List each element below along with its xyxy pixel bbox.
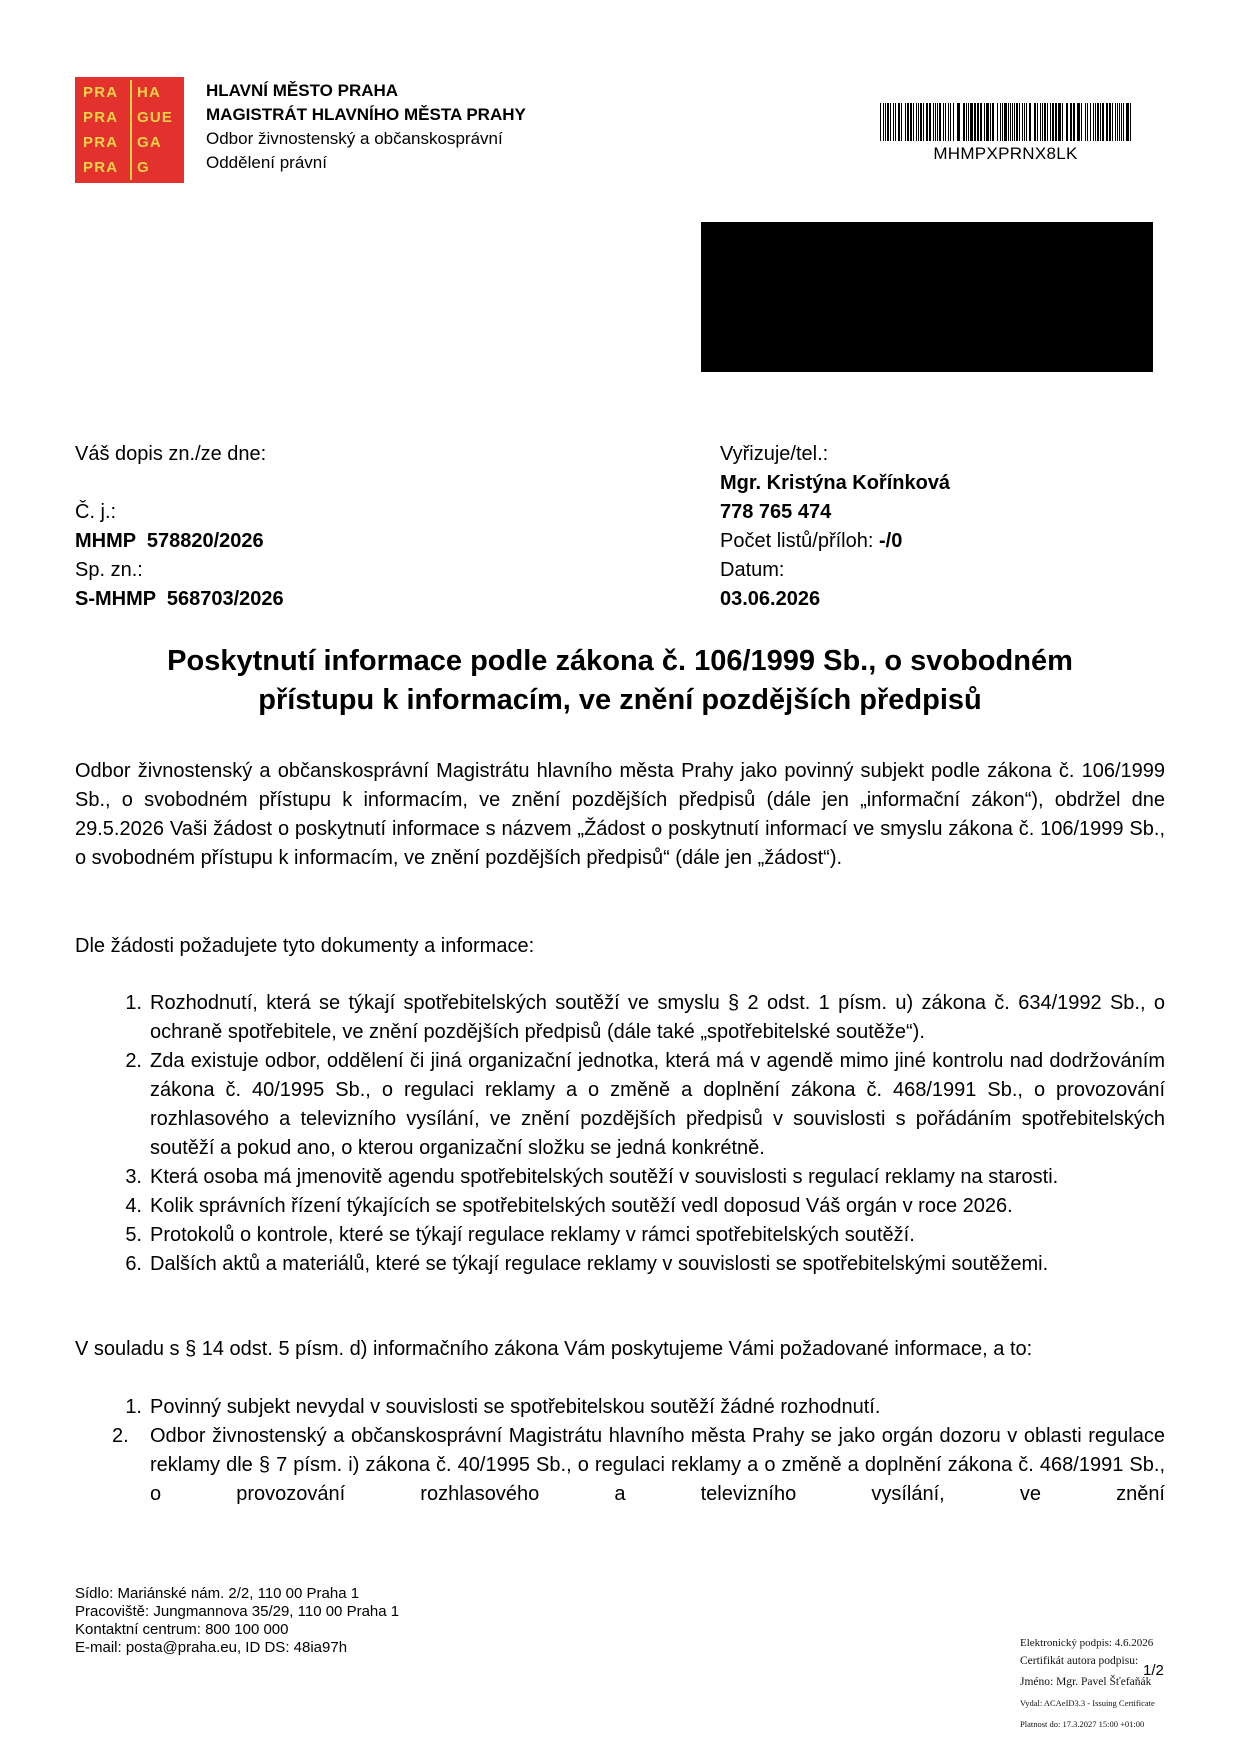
barcode-bar [1052,103,1054,141]
header-city: HLAVNÍ MĚSTO PRAHA [206,81,399,100]
barcode-bar [1117,103,1118,141]
barcode-bar [937,103,938,141]
barcode-bar [1090,103,1091,141]
date-label: Datum: [720,559,785,581]
list-text: Dalších aktů a materiálů, které se týkají regulace reklamy v souvislosti se spotřebitelskými soutěžemi. [150,1253,1049,1275]
barcode-bar [1022,103,1023,141]
list-number: 2. [125,1050,142,1072]
barcode-bar [905,103,906,141]
list-item [75,1221,1165,1250]
list-text: Která osoba má jmenovitě agendu spotřebitelských soutěží v souvislosti s regulací reklamy na starosti. [150,1166,1059,1188]
list-number: 4. [125,1195,142,1217]
file-number-label: Sp. zn.: [75,559,143,581]
barcode-bar [933,103,934,141]
barcode-bar [1040,103,1041,141]
barcode-bar [929,103,931,141]
logo-text: GA [137,134,162,151]
list-text: Protokolů o kontrole, které se týkají regulace reklamy v rámci spotřebitelských soutěží. [150,1224,915,1246]
signature-name: Jméno: Mgr. Pavel Šťefaňák [1020,1676,1152,1688]
title-line-2: přístupu k informacím, ve znění pozdějších předpisů [258,684,982,716]
barcode-bar [1126,103,1129,141]
barcode-bar [920,103,922,141]
signature-validity: Platnost do: 17.3.2027 15:00 +01:00 [1020,1719,1145,1729]
barcode-bar [990,103,991,141]
barcode-bar [945,103,946,141]
barcode-bar [1087,103,1088,141]
logo-text: HA [137,84,162,101]
barcode-bar [887,103,889,141]
logo-text: PRA [83,159,119,176]
footer-workplace: Pracoviště: Jungmannova 35/29, 110 00 Praha 1 [75,1603,400,1620]
redacted-address-block [701,222,1153,372]
signature-certificate-label: Certifikát autora podpisu: [1020,1655,1139,1667]
barcode [880,103,1131,141]
barcode-bar [1050,103,1051,141]
intro-paragraph [75,757,1165,873]
barcode-bar [984,103,985,141]
answers-intro: V souladu s § 14 odst. 5 písm. d) informačního zákona Vám poskytujeme Vámi požadované informace, a to: [75,1338,1033,1360]
barcode-bar [893,103,894,141]
barcode-bar [1102,103,1104,141]
barcode-bar [1097,103,1099,141]
barcode-bar [1085,103,1086,141]
barcode-bar [992,103,994,141]
footer-contact-center: Kontaktní centrum: 800 100 000 [75,1621,289,1638]
barcode-bar [883,103,884,141]
list-item [75,1250,1165,1279]
barcode-bar [970,103,973,141]
barcode-bar [977,103,979,141]
barcode-bar [966,103,967,141]
barcode-bar [935,103,936,141]
barcode-bar [1095,103,1096,141]
barcode-bar [968,103,969,141]
list-text: Kolik správních řízení týkajících se spotřebitelských soutěží vedl doposud Váš orgán v roce 2026. [150,1195,1013,1217]
barcode-bar [1034,103,1036,141]
header-magistrate: MAGISTRÁT HLAVNÍHO MĚSTA PRAHY [206,105,526,124]
barcode-bar [880,103,881,141]
barcode-bar [957,103,960,141]
list-item [75,1163,1165,1192]
barcode-bar [1047,103,1048,141]
barcode-bar [1002,103,1003,141]
barcode-text: MHMPXPRNX8LK [933,144,1078,163]
handled-by-label: Vyřizuje/tel.: [720,443,829,465]
barcode-bar [898,103,900,141]
barcode-bar [986,103,989,141]
barcode-bar [1016,103,1018,141]
barcode-bar [1000,103,1001,141]
barcode-bar [1123,103,1124,141]
barcode-bar [1066,103,1068,141]
barcode-bar [890,103,891,141]
barcode-bar [939,103,941,141]
barcode-bar [1100,103,1101,141]
barcode-bar [1004,103,1007,141]
electronic-signature [1020,1636,1170,1735]
answers-list [75,1393,1165,1509]
barcode-bar [916,103,917,141]
signature-issuer: Vydal: ACAeID3.3 - Issuing Certificate [1020,1698,1155,1708]
logo-text: GUE [137,109,174,126]
barcode-bar [1044,103,1046,141]
barcode-bar [948,103,949,141]
barcode-bar [1037,103,1038,141]
footer-contacts [75,1585,399,1657]
barcode-bar [907,103,909,141]
list-item [75,1192,1165,1221]
barcode-bar [901,103,902,141]
barcode-bar [923,103,924,141]
barcode-bar [953,103,954,141]
barcode-bar [974,103,976,141]
barcode-bar [1081,103,1082,141]
barcode-bar [1010,103,1011,141]
logo-text: PRA [83,84,119,101]
logo-text: G [137,159,150,176]
barcode-bar [1115,103,1116,141]
list-text: Rozhodnutí, která se týkají spotřebitelských soutěží ve smyslu § 2 odst. 1 písm. u) zákona č. 634/1992 Sb., o ochraně spotřebitele, ve znění pozdějších předpisů (dále také „spotřebitelské soutěže“). [150,992,1165,1043]
handler-phone: 778 765 474 [720,501,832,523]
sheet-count-label: Počet listů/příloh: [720,530,874,552]
your-letter-label: Váš dopis zn./ze dne: [75,443,267,465]
footer-email: E-mail: posta@praha.eu, ID DS: 48ia97h [75,1639,348,1656]
requests-list [75,989,1165,1279]
barcode-bar [1119,103,1120,141]
handler-name: Mgr. Kristýna Kořínková [720,472,951,494]
list-number: 5. [125,1224,142,1246]
barcode-bar [1109,103,1111,141]
sheet-count-row [720,527,902,556]
signature-date: Elektronický podpis: 4.6.2026 [1020,1637,1154,1649]
list-item [75,1393,1165,1422]
barcode-bar [1042,103,1043,141]
title-line-1: Poskytnutí informace podle zákona č. 106/1999 Sb., o svobodném [167,645,1073,677]
barcode-bar [1130,103,1131,141]
praha-logo [75,77,184,183]
barcode-bar [1121,103,1122,141]
barcode-bar [1062,103,1063,141]
barcode-bar [1106,103,1108,141]
barcode-bar [895,103,896,141]
list-item [75,989,1165,1047]
list-text: Povinný subjekt nevydal v souvislosti se spotřebitelskou soutěží žádné rozhodnutí. [150,1396,881,1418]
barcode-bar [1055,103,1057,141]
reference-number-label: Č. j.: [75,501,117,523]
intro-text: Odbor živnostenský a občanskosprávní Magistrátu hlavního města Prahy jako povinný subjekt podle zákona č. 106/1999 Sb., o svobodném přístupu k informacím, ve znění pozdějších předpisů (dále jen „informační zákon“), obdržel dne 29.5.2026 Vaši žádost o poskytnutí informace s názvem „Žádost o poskytnutí informací ve smyslu zákona č. 106/1999 Sb., o svobodném přístupu k informacím, ve znění pozdějších předpisů“ (dále jen „žádost“). [75,760,1165,869]
barcode-bar [910,103,912,141]
barcode-bar [1112,103,1113,141]
barcode-bar [943,103,944,141]
barcode-bar [918,103,919,141]
barcode-bar [1012,103,1013,141]
barcode-bar [1029,103,1031,141]
barcode-bar [1008,103,1009,141]
list-text: Odbor živnostenský a občanskosprávní Magistrátu hlavního města Prahy se jako orgán dozoru v oblasti regulace reklamy dle § 7 písm. i) zákona č. 40/1995 Sb., o regulaci reklamy a o změně a doplnění zákona č. 468/1991 Sb., o provozování rozhlasového a televizního vysílání, ve znění [150,1425,1165,1505]
list-number: 1. [125,1396,142,1418]
barcode-bar [1026,103,1027,141]
list-number: 1. [125,992,142,1014]
file-number: S-MHMP 568703/2026 [75,588,284,610]
barcode-bar [1058,103,1061,141]
barcode-bar [913,103,914,141]
barcode-bar [1093,103,1094,141]
barcode-bar [1024,103,1025,141]
sheet-count-value: -/0 [878,530,903,552]
document-title [60,642,1180,720]
header-department: Odbor živnostenský a občanskosprávní [206,129,503,148]
reference-number: MHMP 578820/2026 [75,530,264,552]
footer-address: Sídlo: Mariánské nám. 2/2, 110 00 Praha 1 [75,1585,360,1602]
barcode-bar [926,103,928,141]
barcode-bar [1077,103,1080,141]
barcode-bar [1073,103,1075,141]
barcode-bar [1070,103,1072,141]
logo-text: PRA [83,109,119,126]
list-item [75,1422,1165,1509]
barcode-bar [997,103,998,141]
header-section: Oddělení právní [206,153,327,172]
barcode-bar [885,103,886,141]
date-value: 03.06.2026 [720,588,821,610]
barcode-bar [1019,103,1020,141]
requests-intro: Dle žádosti požadujete tyto dokumenty a informace: [75,935,535,957]
list-number: 6. [125,1253,142,1275]
list-number: 3. [125,1166,142,1188]
logo-divider [130,80,132,180]
barcode-bar [950,103,951,141]
barcode-bar [963,103,965,141]
barcode-bar [1014,103,1015,141]
list-text: Zda existuje odbor, oddělení či jiná organizační jednotka, která má v agendě mimo jiné kontrolu nad dodržováním zákona č. 40/1995 Sb., o regulaci reklamy a o změně a doplnění zákona č. 468/1991 Sb., o provozování rozhlasového a televizního vysílání, ve znění pozdějších předpisů v souvislosti s pořádáním spotřebitelských soutěží a pokud ano, o kterou organizační složku se jedná konkrétně. [150,1050,1165,1159]
list-number: 2. [112,1425,129,1447]
page-number: 1/2 [1143,1662,1164,1679]
logo-text: PRA [83,134,119,151]
list-item [75,1047,1165,1163]
barcode-bar [980,103,982,141]
